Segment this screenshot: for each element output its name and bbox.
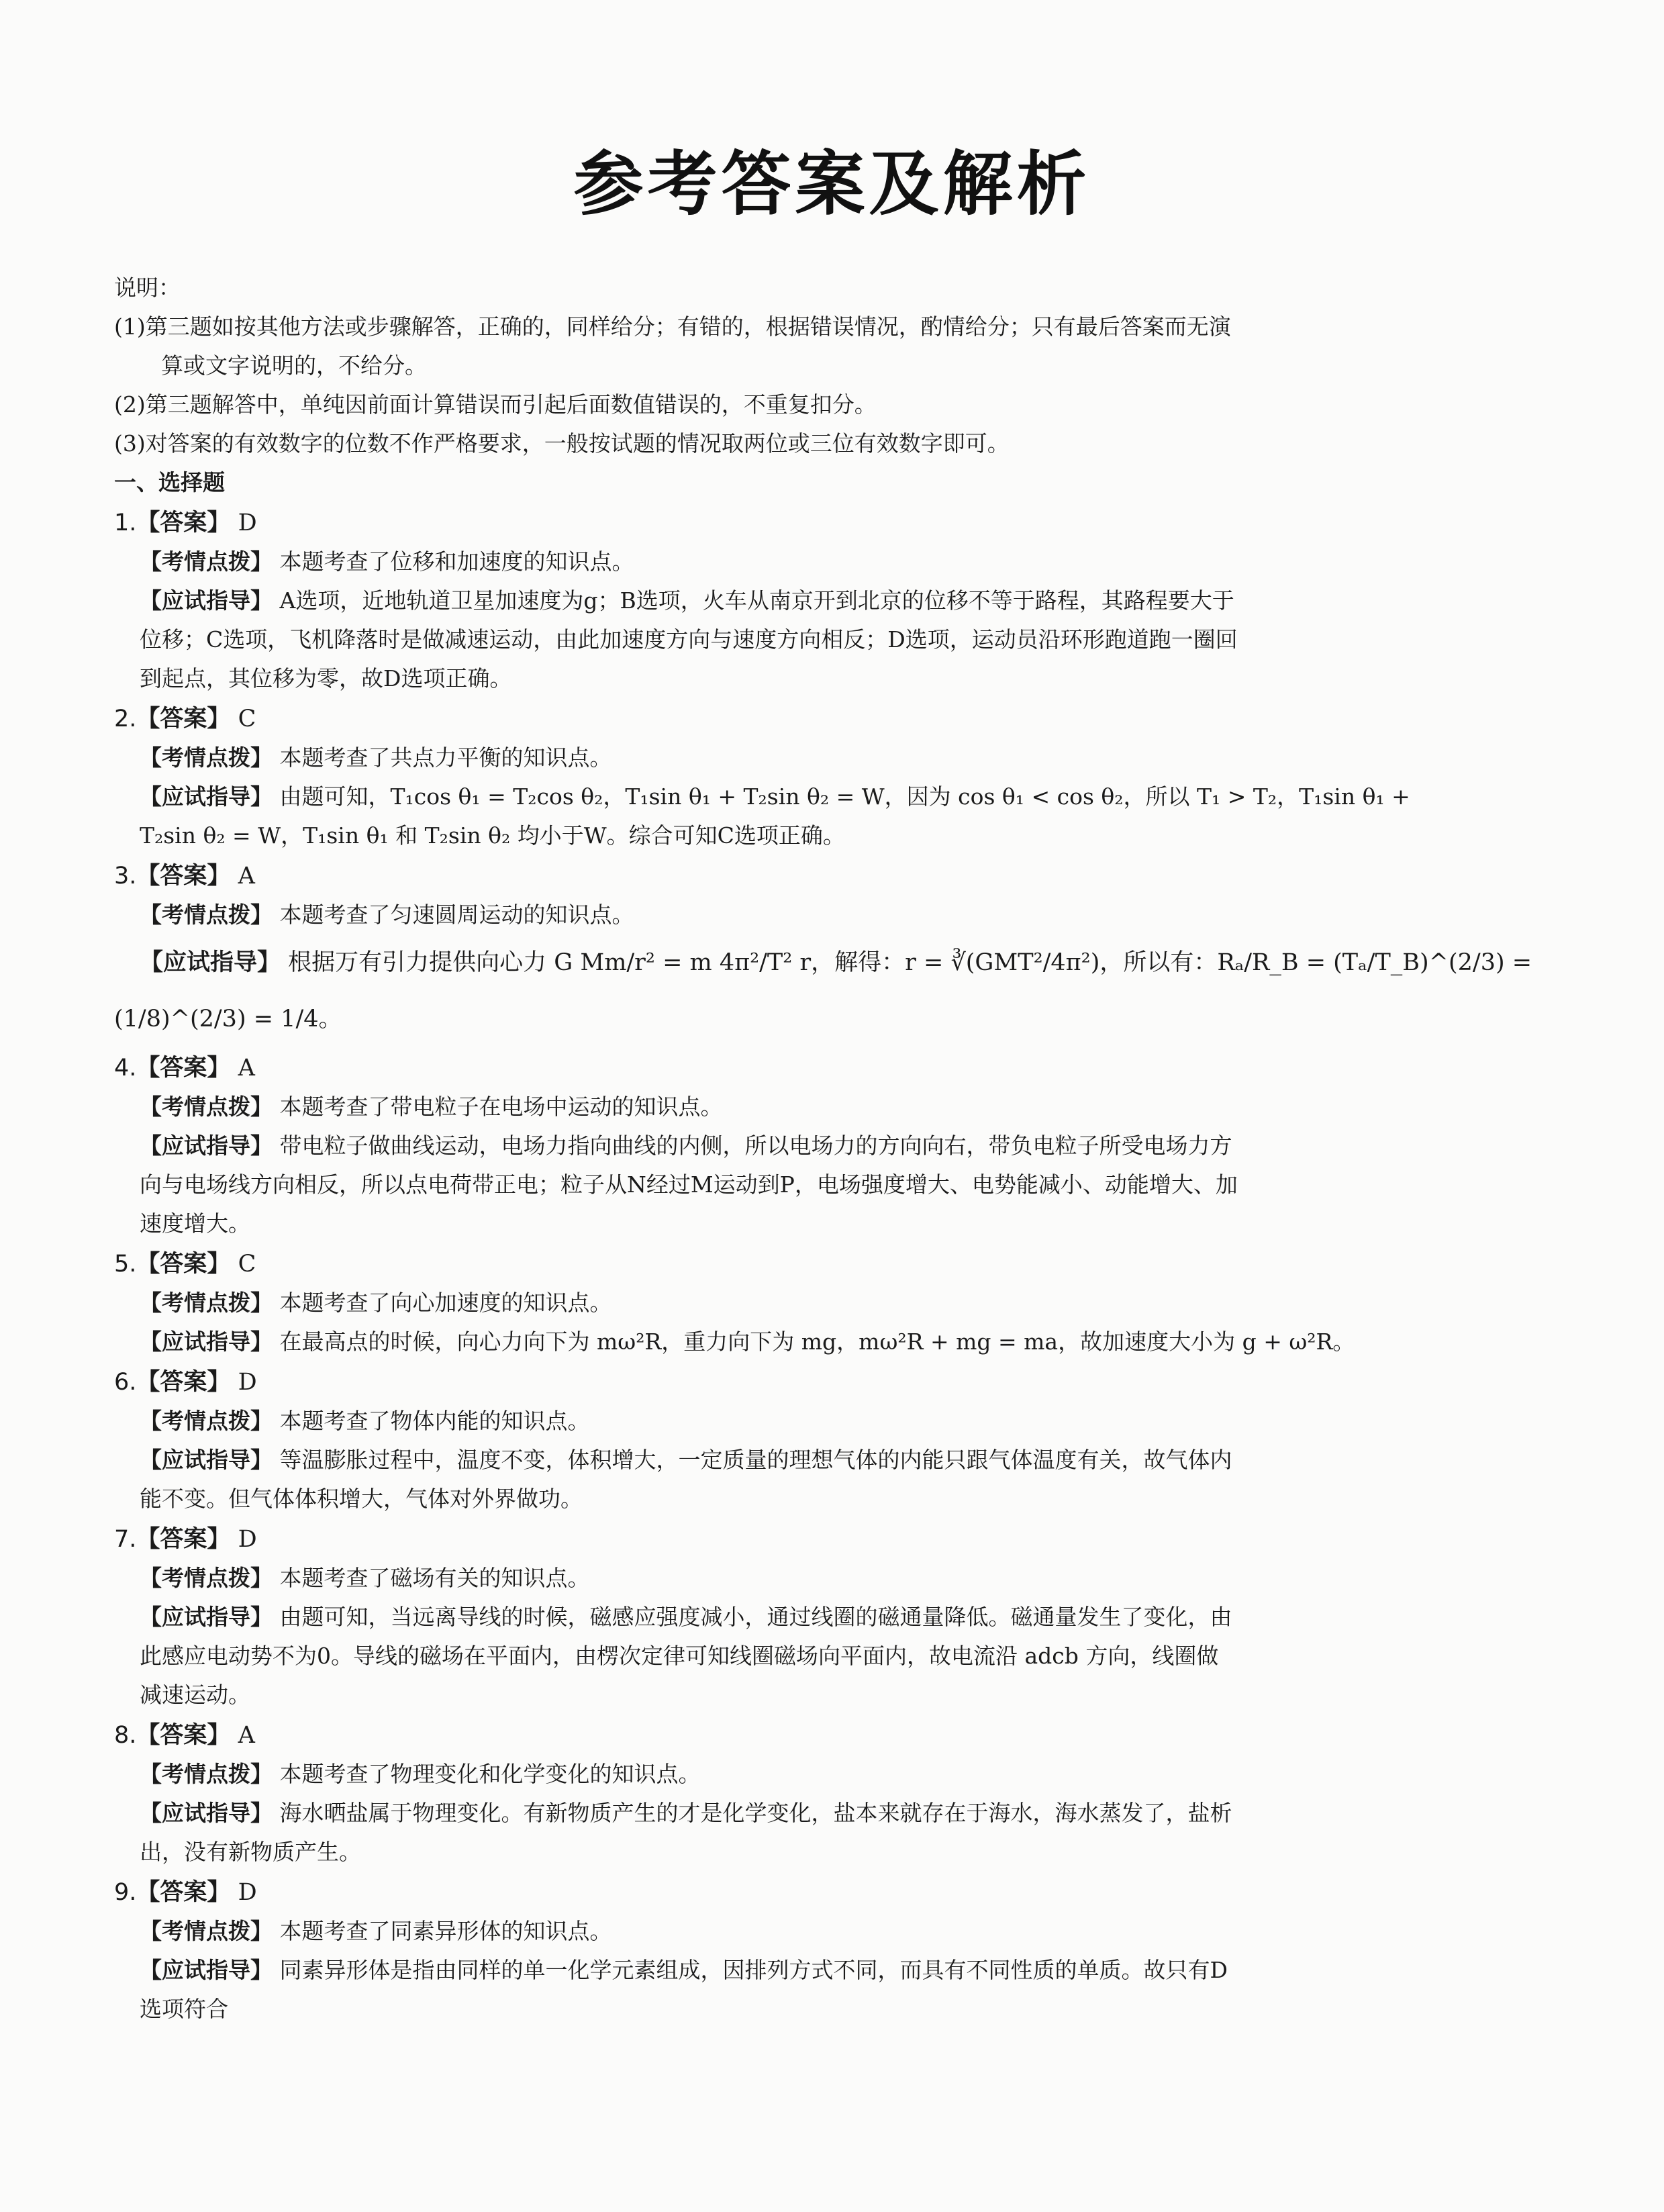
guide-line <box>114 1951 1457 1990</box>
guide-line <box>114 1126 1457 1165</box>
point-label: 【考情点拨】 <box>140 1408 273 1434</box>
question-number: 9. <box>114 1879 137 1906</box>
point-text: 本题考查了物理变化和化学变化的知识点。 <box>279 1761 701 1787</box>
point-line <box>114 896 1457 934</box>
guide-label: 【应试指导】 <box>140 587 273 614</box>
question-number: 5. <box>114 1251 137 1278</box>
guide-text: 此感应电动势不为0。导线的磁场在平面内，由楞次定律可知线圈磁场向平面内，故电流沿 adcb 方向，线圈做 <box>140 1643 1219 1669</box>
answer-line <box>114 1716 1457 1755</box>
answer-label: 【答案】 <box>136 863 231 889</box>
guide-text: T₂sin θ₂ = W，T₁sin θ₁ 和 T₂sin θ₂ 均小于W。综合可知C选项正确。 <box>140 822 845 849</box>
point-text: 本题考查了磁场有关的知识点。 <box>279 1565 590 1591</box>
answer-line <box>114 503 1457 542</box>
guide-label: 【应试指导】 <box>140 783 273 810</box>
point-label: 【考情点拨】 <box>140 1918 273 1944</box>
answer-label: 【答案】 <box>136 706 231 732</box>
answer-value: D <box>238 1879 257 1906</box>
point-label: 【考情点拨】 <box>140 1094 273 1120</box>
point-text: 本题考查了位移和加速度的知识点。 <box>279 548 634 575</box>
answer-line <box>114 700 1457 738</box>
answer-value: D <box>238 510 257 536</box>
question-number: 6. <box>114 1369 137 1396</box>
guide-label: 【应试指导】 <box>140 949 281 976</box>
answer-value: A <box>238 1722 255 1749</box>
guide-text: 海水晒盐属于物理变化。有新物质产生的才是化学变化，盐本来就存在于海水，海水蒸发了，盐析 <box>279 1800 1232 1826</box>
answer-line <box>114 1520 1457 1559</box>
point-label: 【考情点拨】 <box>140 1761 273 1787</box>
question-block <box>114 1873 1457 2029</box>
page-title: 参考答案及解析 <box>573 143 1091 225</box>
note-2: (2)第三题解答中，单纯因前面计算错误而引起后面数值错误的，不重复扣分。 <box>114 391 877 418</box>
point-line <box>114 738 1457 777</box>
point-line <box>114 1402 1457 1441</box>
guide-formula-text: (1/8)^(2/3) = 1/4。 <box>114 1006 342 1032</box>
guide-text: 出，没有新物质产生。 <box>140 1839 361 1865</box>
question-number: 3. <box>114 863 137 889</box>
answer-line <box>114 1245 1457 1284</box>
guide-label: 【应试指导】 <box>140 1957 273 1983</box>
guide-line <box>114 1323 1457 1361</box>
answer-value: D <box>238 1369 257 1396</box>
section-title: 一、选择题 <box>114 469 225 495</box>
point-line <box>114 1912 1457 1951</box>
point-line <box>114 1088 1457 1126</box>
question-block <box>114 1049 1457 1243</box>
guide-text: 位移；C选项，飞机降落时是做减速运动，由此加速度方向与速度方向相反；D选项，运动员沿环形跑道跑一圈回 <box>140 626 1238 653</box>
point-line <box>114 542 1457 581</box>
point-text: 本题考查了向心加速度的知识点。 <box>279 1290 612 1316</box>
guide-line <box>114 777 1457 816</box>
guide-label: 【应试指导】 <box>140 1604 273 1630</box>
point-text: 本题考查了物体内能的知识点。 <box>279 1408 590 1434</box>
question-block <box>114 503 1457 698</box>
notes-heading: 说明： <box>114 275 181 301</box>
guide-text: 由题可知，T₁cos θ₁ = T₂cos θ₂，T₁sin θ₁ + T₂sin θ₂ = W，因为 cos θ₁ < cos θ₂，所以 T₁ > T₂，T₁sin θ₁ + <box>279 783 1410 810</box>
question-number: 8. <box>114 1722 137 1749</box>
guide-text: 向与电场线方向相反，所以点电荷带正电；粒子从N经过M运动到P，电场强度增大、电势能减小、动能增大、加 <box>140 1171 1238 1198</box>
answer-label: 【答案】 <box>136 1879 231 1906</box>
guide-formula-text: 根据万有引力提供向心力 G Mm/r² = m 4π²/T² r，解得：r = ∛(GMT²/4π²)，所以有：Rₐ/R_B = (Tₐ/T_B)^(2/3) = <box>288 949 1532 976</box>
answer-label: 【答案】 <box>136 510 231 536</box>
point-label: 【考情点拨】 <box>140 1565 273 1591</box>
guide-text: 同素异形体是指由同样的单一化学元素组成，因排列方式不同，而具有不同性质的单质。故只有D <box>279 1957 1228 1983</box>
guide-line <box>114 1441 1457 1480</box>
answer-line <box>114 1363 1457 1402</box>
point-label: 【考情点拨】 <box>140 744 273 771</box>
answer-line <box>114 857 1457 896</box>
answer-label: 【答案】 <box>136 1526 231 1553</box>
guide-text: 速度增大。 <box>140 1210 250 1237</box>
guide-label: 【应试指导】 <box>140 1800 273 1826</box>
answer-line <box>114 1873 1457 1912</box>
question-number: 1. <box>114 510 137 536</box>
answer-value: C <box>238 1251 256 1278</box>
guide-text: 由题可知，当远离导线的时候，磁感应强度减小，通过线圈的磁通量降低。磁通量发生了变化，由 <box>279 1604 1232 1630</box>
answer-value: D <box>238 1526 257 1553</box>
guide-line <box>114 934 1532 991</box>
point-line <box>114 1284 1457 1323</box>
answer-line <box>114 1049 1457 1088</box>
guide-text: 等温膨胀过程中，温度不变，体积增大，一定质量的理想气体的内能只跟气体温度有关，故气体内 <box>279 1447 1232 1473</box>
question-block <box>114 1716 1457 1872</box>
answer-value: C <box>238 706 256 732</box>
guide-text: 带电粒子做曲线运动，电场力指向曲线的内侧，所以电场力的方向向右，带负电粒子所受电场力方 <box>279 1133 1232 1159</box>
answer-label: 【答案】 <box>136 1722 231 1749</box>
guide-text: 到起点，其位移为零，故D选项正确。 <box>140 665 512 691</box>
guide-text: 在最高点的时候，向心力向下为 mω²R，重力向下为 mg，mω²R + mg = ma，故加速度大小为 g + ω²R。 <box>279 1329 1355 1355</box>
answer-value: A <box>238 863 255 889</box>
answer-label: 【答案】 <box>136 1369 231 1396</box>
guide-label: 【应试指导】 <box>140 1329 273 1355</box>
answer-value: A <box>238 1055 255 1081</box>
point-text: 本题考查了带电粒子在电场中运动的知识点。 <box>279 1094 723 1120</box>
point-label: 【考情点拨】 <box>140 548 273 575</box>
question-block <box>114 857 1532 1047</box>
point-text: 本题考查了匀速圆周运动的知识点。 <box>279 902 634 928</box>
answer-label: 【答案】 <box>136 1055 231 1081</box>
guide-text: A选项，近地轨道卫星加速度为g；B选项，火车从南京开到北京的位移不等于路程，其路程要大于 <box>279 587 1234 614</box>
question-block <box>114 1245 1457 1361</box>
note-1: (1)第三题如按其他方法或步骤解答，正确的，同样给分；有错的，根据错误情况，酌情给分；只有最后答案而无演 <box>114 314 1231 340</box>
guide-line <box>114 1598 1457 1637</box>
guide-text: 能不变。但气体体积增大，气体对外界做功。 <box>140 1486 583 1512</box>
guide-label: 【应试指导】 <box>140 1133 273 1159</box>
point-label: 【考情点拨】 <box>140 1290 273 1316</box>
point-line <box>114 1755 1457 1794</box>
guide-label: 【应试指导】 <box>140 1447 273 1473</box>
point-text: 本题考查了同素异形体的知识点。 <box>279 1918 612 1944</box>
answer-label: 【答案】 <box>136 1251 231 1278</box>
note-1-continued: 算或文字说明的，不给分。 <box>161 352 427 379</box>
guide-text: 选项符合 <box>140 1996 228 2022</box>
point-line <box>114 1559 1457 1598</box>
question-number: 4. <box>114 1055 137 1081</box>
guide-line <box>114 581 1457 620</box>
note-3: (3)对答案的有效数字的位数不作严格要求，一般按试题的情况取两位或三位有效数字即可。 <box>114 430 1010 456</box>
point-label: 【考情点拨】 <box>140 902 273 928</box>
point-text: 本题考查了共点力平衡的知识点。 <box>279 744 612 771</box>
question-block <box>114 1520 1457 1715</box>
question-number: 7. <box>114 1526 137 1553</box>
guide-text: 减速运动。 <box>140 1682 250 1708</box>
document-body <box>114 269 1532 2029</box>
guide-line <box>114 1794 1457 1833</box>
question-block <box>114 700 1457 855</box>
question-number: 2. <box>114 706 137 732</box>
question-block <box>114 1363 1457 1519</box>
